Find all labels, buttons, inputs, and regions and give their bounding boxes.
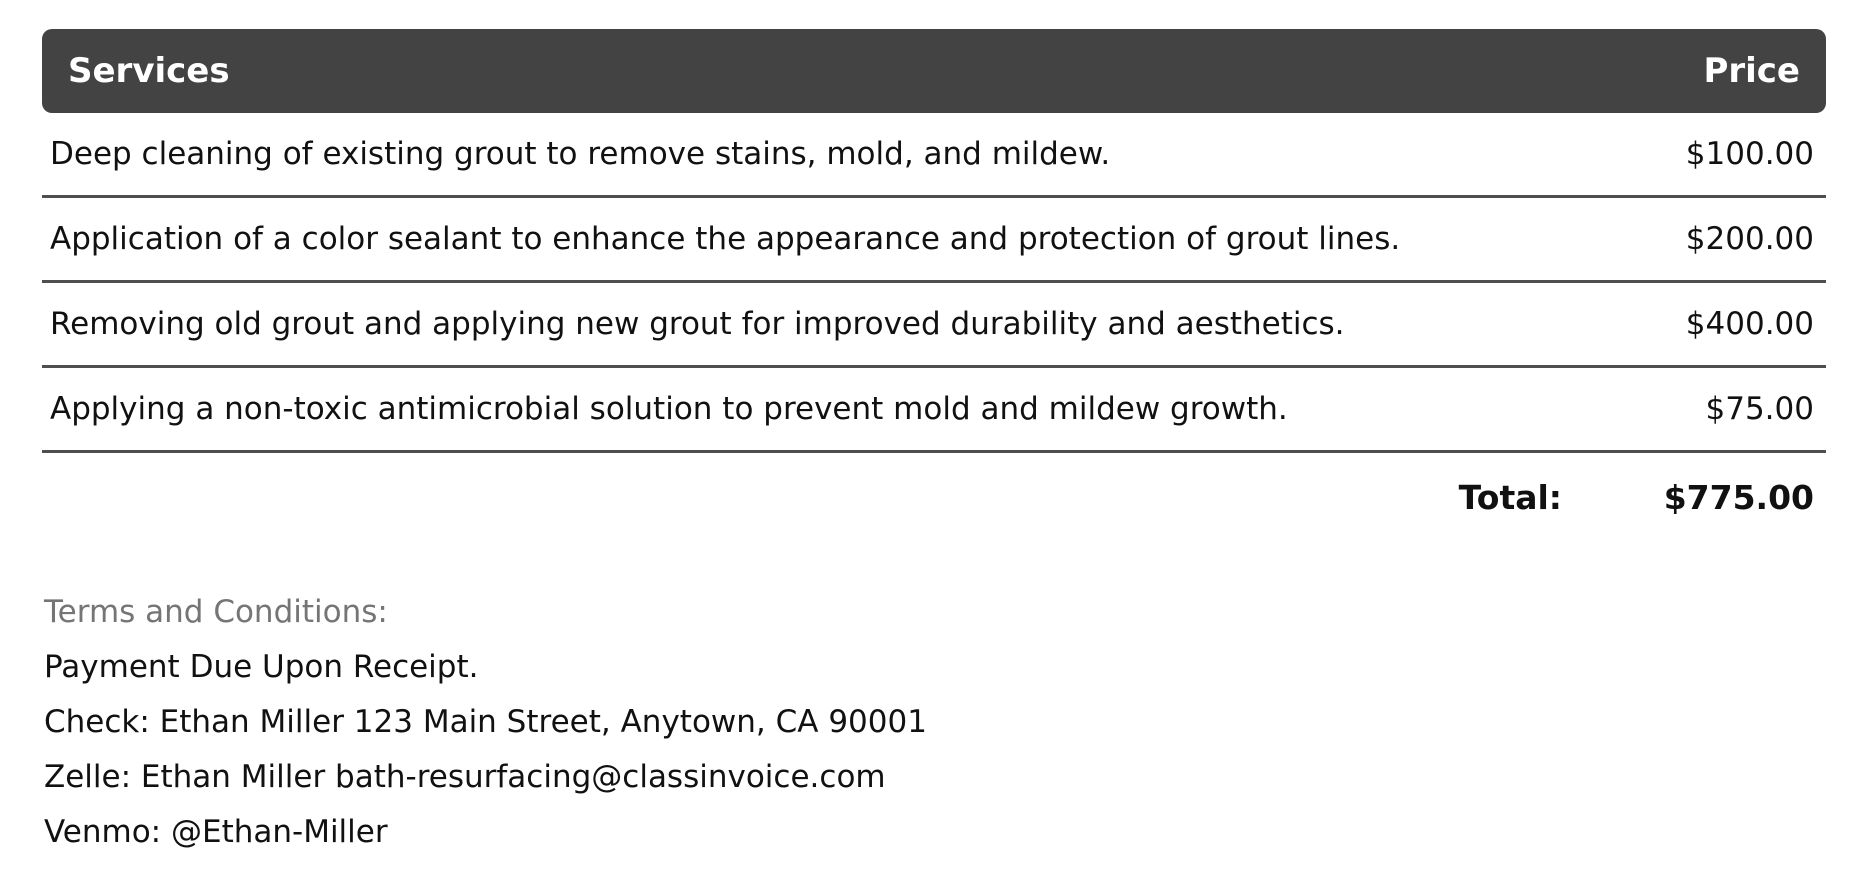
service-description: Application of a color sealant to enhance the appearance and protection of grout lines. [50,221,1401,257]
terms-zelle-line: Zelle: Ethan Miller bath-resurfacing@classinvoice.com [44,759,886,795]
total-label: Total: [1458,477,1562,517]
services-table [42,29,1826,541]
service-description: Deep cleaning of existing grout to remove stains, mold, and mildew. [50,136,1111,172]
terms-and-conditions-section [42,585,1826,860]
service-description: Applying a non-toxic antimicrobial solution to prevent mold and mildew growth. [50,391,1288,427]
table-row [42,198,1826,283]
services-column-header: Services [68,51,230,91]
table-row [42,283,1826,368]
total-row [42,453,1826,541]
table-row [42,368,1826,453]
price-column-header: Price [1703,51,1800,91]
terms-payment-line: Payment Due Upon Receipt. [44,649,479,685]
service-price: $75.00 [1705,391,1814,427]
terms-venmo-line: Venmo: @Ethan-Miller [44,814,388,850]
table-header-row [42,29,1826,113]
service-description: Removing old grout and applying new grout for improved durability and aesthetics. [50,306,1345,342]
service-price: $100.00 [1685,136,1814,172]
terms-check-line: Check: Ethan Miller 123 Main Street, Anytown, CA 90001 [44,704,927,740]
service-price: $200.00 [1685,221,1814,257]
table-row [42,113,1826,198]
total-amount: $775.00 [1663,477,1814,517]
service-price: $400.00 [1685,306,1814,342]
terms-heading: Terms and Conditions: [44,594,388,630]
